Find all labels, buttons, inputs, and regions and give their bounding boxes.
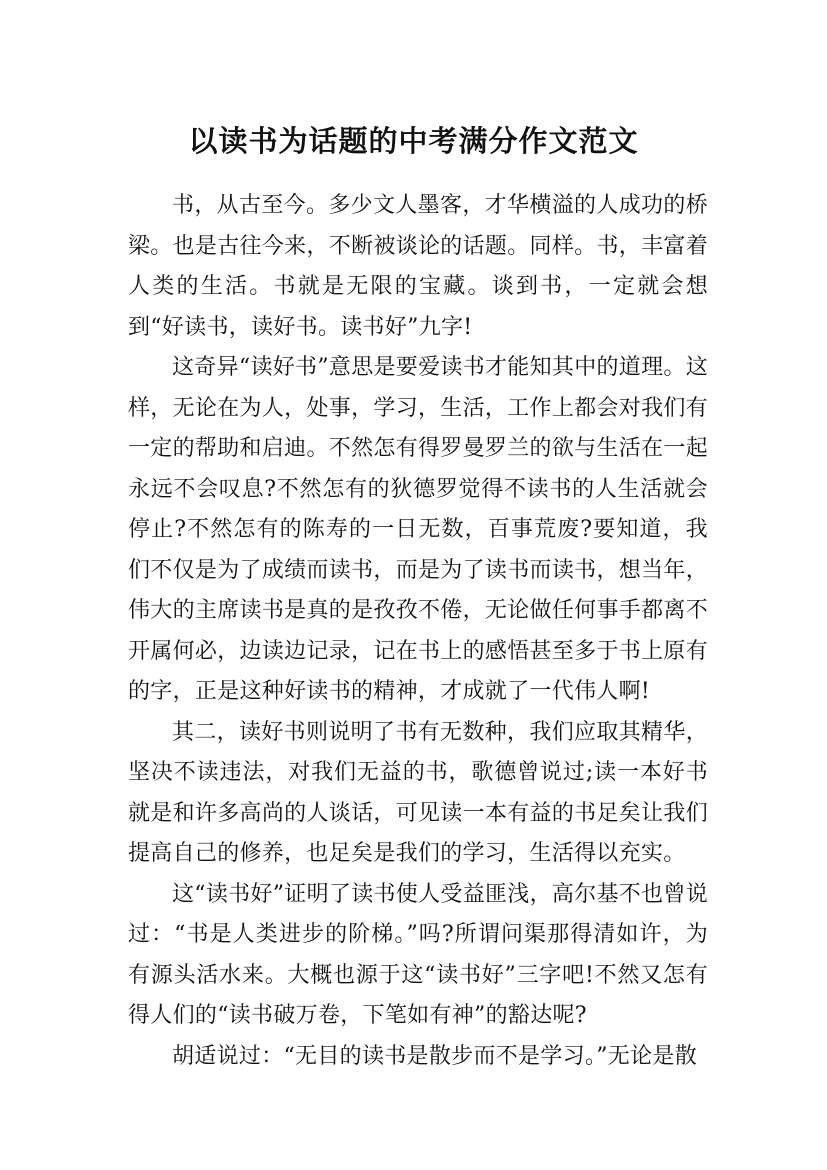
- paragraph: 这奇异“读好书”意思是要爱读书才能知其中的道理。这样，无论在为人，处事，学习，生活，工作上都会对我们有一定的帮助和启迪。不然怎有得罗曼罗兰的欲与生活在一起永远不会叹息?不然怎有的狄德罗觉得不读书的人生活就会停止?不然怎有的陈寿的一日无数，百事荒废?要知道，我们不仅是为了成绩而读书，而是为了读书而读书，想当年，伟大的主席读书是真的是孜孜不倦，无论做任何事手都离不开属何必，边读边记录，记在书上的感悟甚至多于书上原有的字，正是这种好读书的精神，才成就了一代伟人啊!: [128, 355, 708, 704]
- paragraph: 胡适说过：“无目的读书是散步而不是学习。”无论是散: [172, 1043, 697, 1069]
- paragraph: 书，从古至今。多少文人墨客，才华横溢的人成功的桥梁。也是古往今来，不断被谈论的话题。同样。书，丰富着人类的生活。书就是无限的宝藏。谈到书，一定就会想到“好读书，读好书。读书好”九字!: [128, 193, 708, 340]
- paragraph: 这“读书好”证明了读书使人受益匪浅，高尔基不也曾说过：“书是人类进步的阶梯。”吗?所谓问渠那得清如许，为有源头活水来。大概也源于这“读书好”三字吧!不然又怎有得人们的“读书破万卷，下笔如有神”的豁达呢?: [128, 881, 708, 1028]
- document-body: [128, 186, 708, 1077]
- paragraph: 其二，读好书则说明了书有无数种，我们应取其精华，坚决不读违法，对我们无益的书，歌德曾说过;读一本好书就是和许多高尚的人谈话，可见读一本有益的书足矣让我们提高自己的修养，也足矣是我们的学习，生活得以充实。: [128, 719, 708, 866]
- document-title: 以读书为话题的中考满分作文范文: [188, 124, 639, 159]
